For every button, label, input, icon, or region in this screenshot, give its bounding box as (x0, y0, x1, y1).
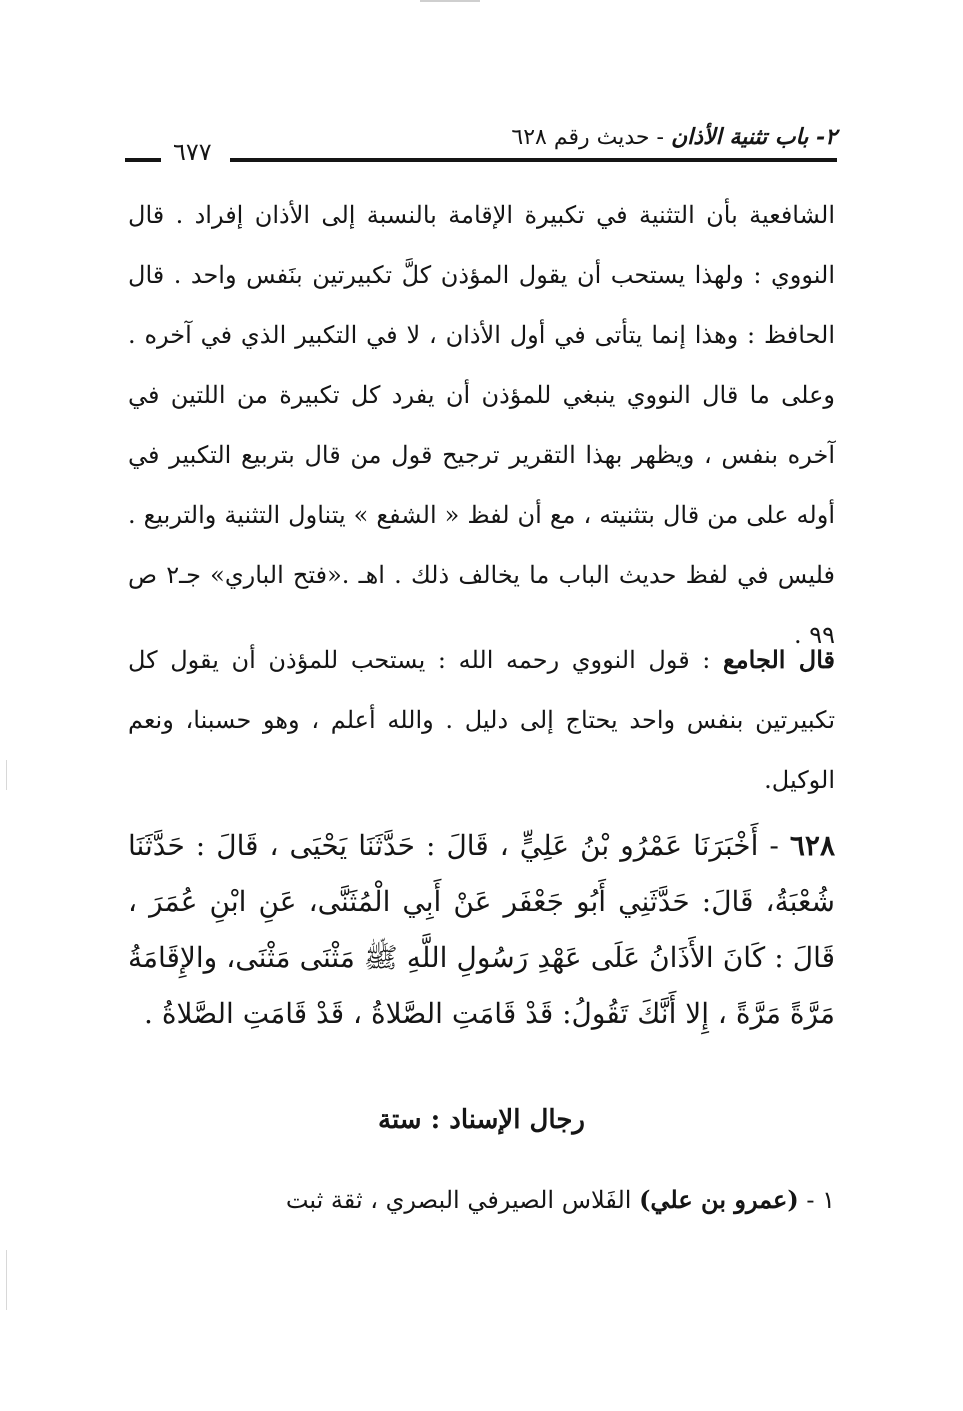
narrator-name: (عمرو بن علي) (639, 1185, 799, 1214)
narrator-description: الفَلاس الصيرفي البصري ، ثقة ثبت (285, 1186, 640, 1214)
hadith-number: ٦٢٨ (789, 829, 835, 862)
scan-edge-mark (6, 1250, 7, 1310)
header-rule (125, 158, 161, 162)
compiler-note-text: : قول النووي رحمه الله : يستحب للمؤذن أن يقول كل تكبيرتين بنفس واحد يحتاج إلى دليل . والله أعلم ، وهو حسبنا، ونعم الوكيل. (128, 646, 835, 794)
scan-edge-mark (6, 760, 7, 790)
hadith-dash: - (758, 829, 790, 862)
scan-mark (420, 0, 480, 2)
hadith-text (128, 818, 835, 1042)
header-rule (230, 158, 837, 162)
narrator-index: ١ - (798, 1186, 835, 1214)
commentary-paragraph: الشافعية بأن التثنية في تكبيرة الإقامة بالنسبة إلى الأذان إفراد . قال النووي : ولهذا يستحب أن يقول المؤذن كلَّ تكبيرتين بنَفس واحد . قال الحافظ : وهذا إنما يتأتى في أول الأذان ، لا في التكبير الذي في آخره . وعلى ما قال النووي ينبغي للمؤذن أن يفرد كل تكبيرة من اللتين في آخره بنفس ، ويظهر بهذا التقرير ترجيح قول من قال بتربيع التكبير في أوله على من قال بتثنيته ، مع أن لفظ « الشفع » يتناول التثنية والتربيع . فليس في لفظ حديث الباب ما يخالف ذلك . اهـ .«فتح الباري» جـ٢ ص ٩٩ . (128, 201, 835, 649)
section-heading: رجال الإسناد : ستة (378, 1105, 585, 1135)
header-title (511, 124, 837, 150)
hadith-reference: حديث رقم ٦٢٨ (511, 125, 650, 150)
chapter-title: ٢- باب تثنية الأذان (670, 124, 837, 150)
hadith-body: أَخْبَرَنَا عَمْرُو بْنُ عَلِيٍّ ، قَالَ : حَدَّثَنَا يَحْيَى ، قَالَ : حَدَّثَنَا شُعْبَةُ، قَالَ: حَدَّثَنِي أَبُو جَعْفَر عَنْ أَبِي الْمُثَنَّى، عَنِ ابْنِ عُمَرَ ، قَالَ : كَانَ الأَذَانُ عَلَى عَهْدِ رَسُولِ اللَّهِ ﷺ مَثْنَى مَثْنَى، والإِقَامَةُ مَرَّةً مَرَّةً ، إِلا أَنَّكَ تَقُولُ: قَدْ قَامَتِ الصَّلاةُ ، قَدْ قَامَتِ الصَّلاةُ . (128, 829, 835, 1030)
compiler-note-lead: قال الجامع (723, 645, 835, 674)
narrator-entry (128, 1172, 835, 1228)
running-header (125, 118, 837, 168)
compiler-note-paragraph (128, 630, 835, 810)
header-separator: - (656, 125, 664, 150)
page-number: ٦٧٧ (173, 138, 212, 166)
